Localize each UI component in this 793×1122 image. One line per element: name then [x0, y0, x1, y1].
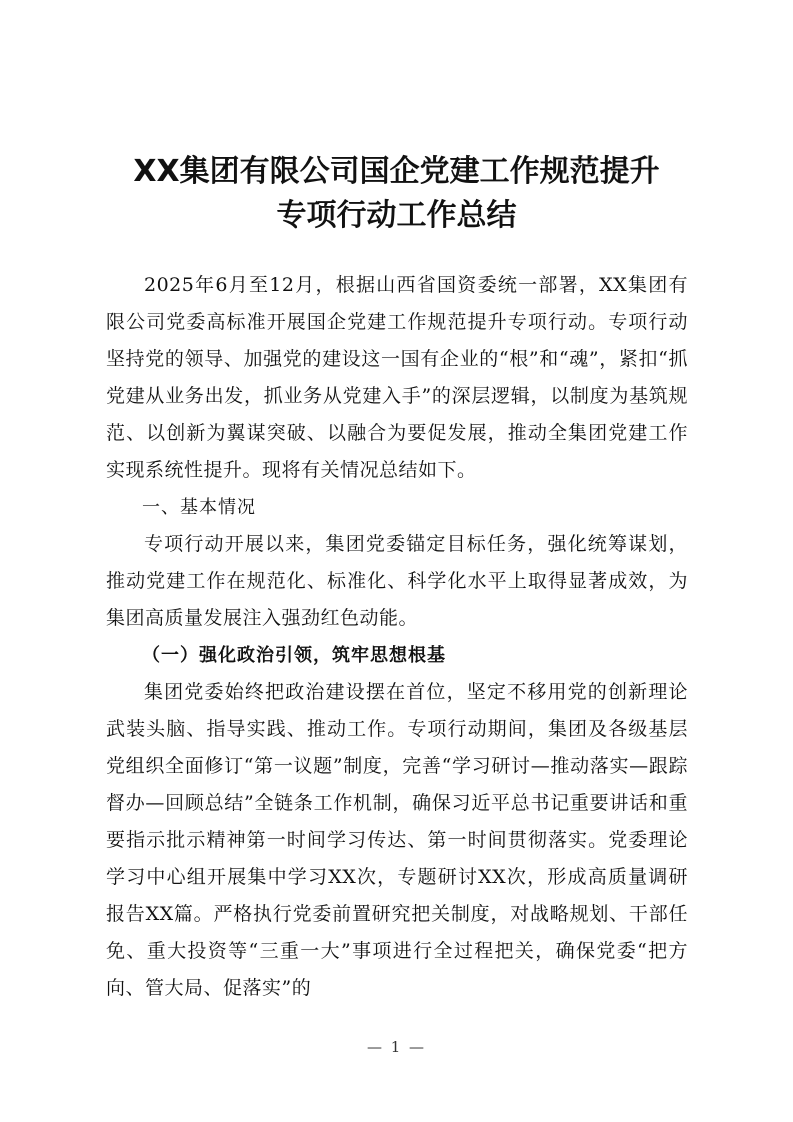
document-body — [106, 267, 688, 1007]
subsection-heading-political-guidance: （一）强化政治引领，筑牢思想根基 — [142, 645, 446, 666]
intro-paragraph: 2025年6月至12月，根据山西省国资委统一部署，XX集团有限公司党委高标准开展国企党建工作规范提升专项行动。专项行动坚持党的领导、加强党的建设这一国有企业的“根”和“魂”，紧扣“抓党建从业务出发，抓业务从党建入手”的深层逻辑，以制度为基筑规范、以创新为翼谋突破、以融合为要促发展，推动全集团党建工作实现系统性提升。现将有关情况总结如下。 — [106, 274, 688, 481]
document-title-line-2: 专项行动工作总结 — [276, 198, 517, 233]
section-paragraph: 专项行动开展以来，集团党委锚定目标任务，强化统筹谋划，推动党建工作在规范化、标准化、科学化水平上取得显著成效，为集团高质量发展注入强劲红色动能。 — [106, 533, 688, 629]
section-heading-basic-situation: 一、基本情况 — [142, 497, 256, 518]
document-title-line-1: XX集团有限公司国企党建工作规范提升 — [133, 154, 660, 189]
subsection-paragraph: 集团党委始终把政治建设摆在首位，坚定不移用党的创新理论武装头脑、指导实践、推动工作。专项行动期间，集团及各级基层党组织全面修订“第一议题”制度，完善“学习研讨—推动落实—跟踪督办—回顾总结”全链条工作机制，确保习近平总书记重要讲话和重要指示批示精神第一时间学习传达、第一时间贯彻落实。党委理论学习中心组开展集中学习XX次，专题研讨XX次，形成高质量调研报告XX篇。严格执行党委前置研究把关制度，对战略规划、干部任免、重大投资等“三重一大”事项进行全过程把关，确保党委“把方向、管大局、促落实”的 — [106, 681, 688, 999]
page-number: — 1 — — [366, 1038, 427, 1056]
